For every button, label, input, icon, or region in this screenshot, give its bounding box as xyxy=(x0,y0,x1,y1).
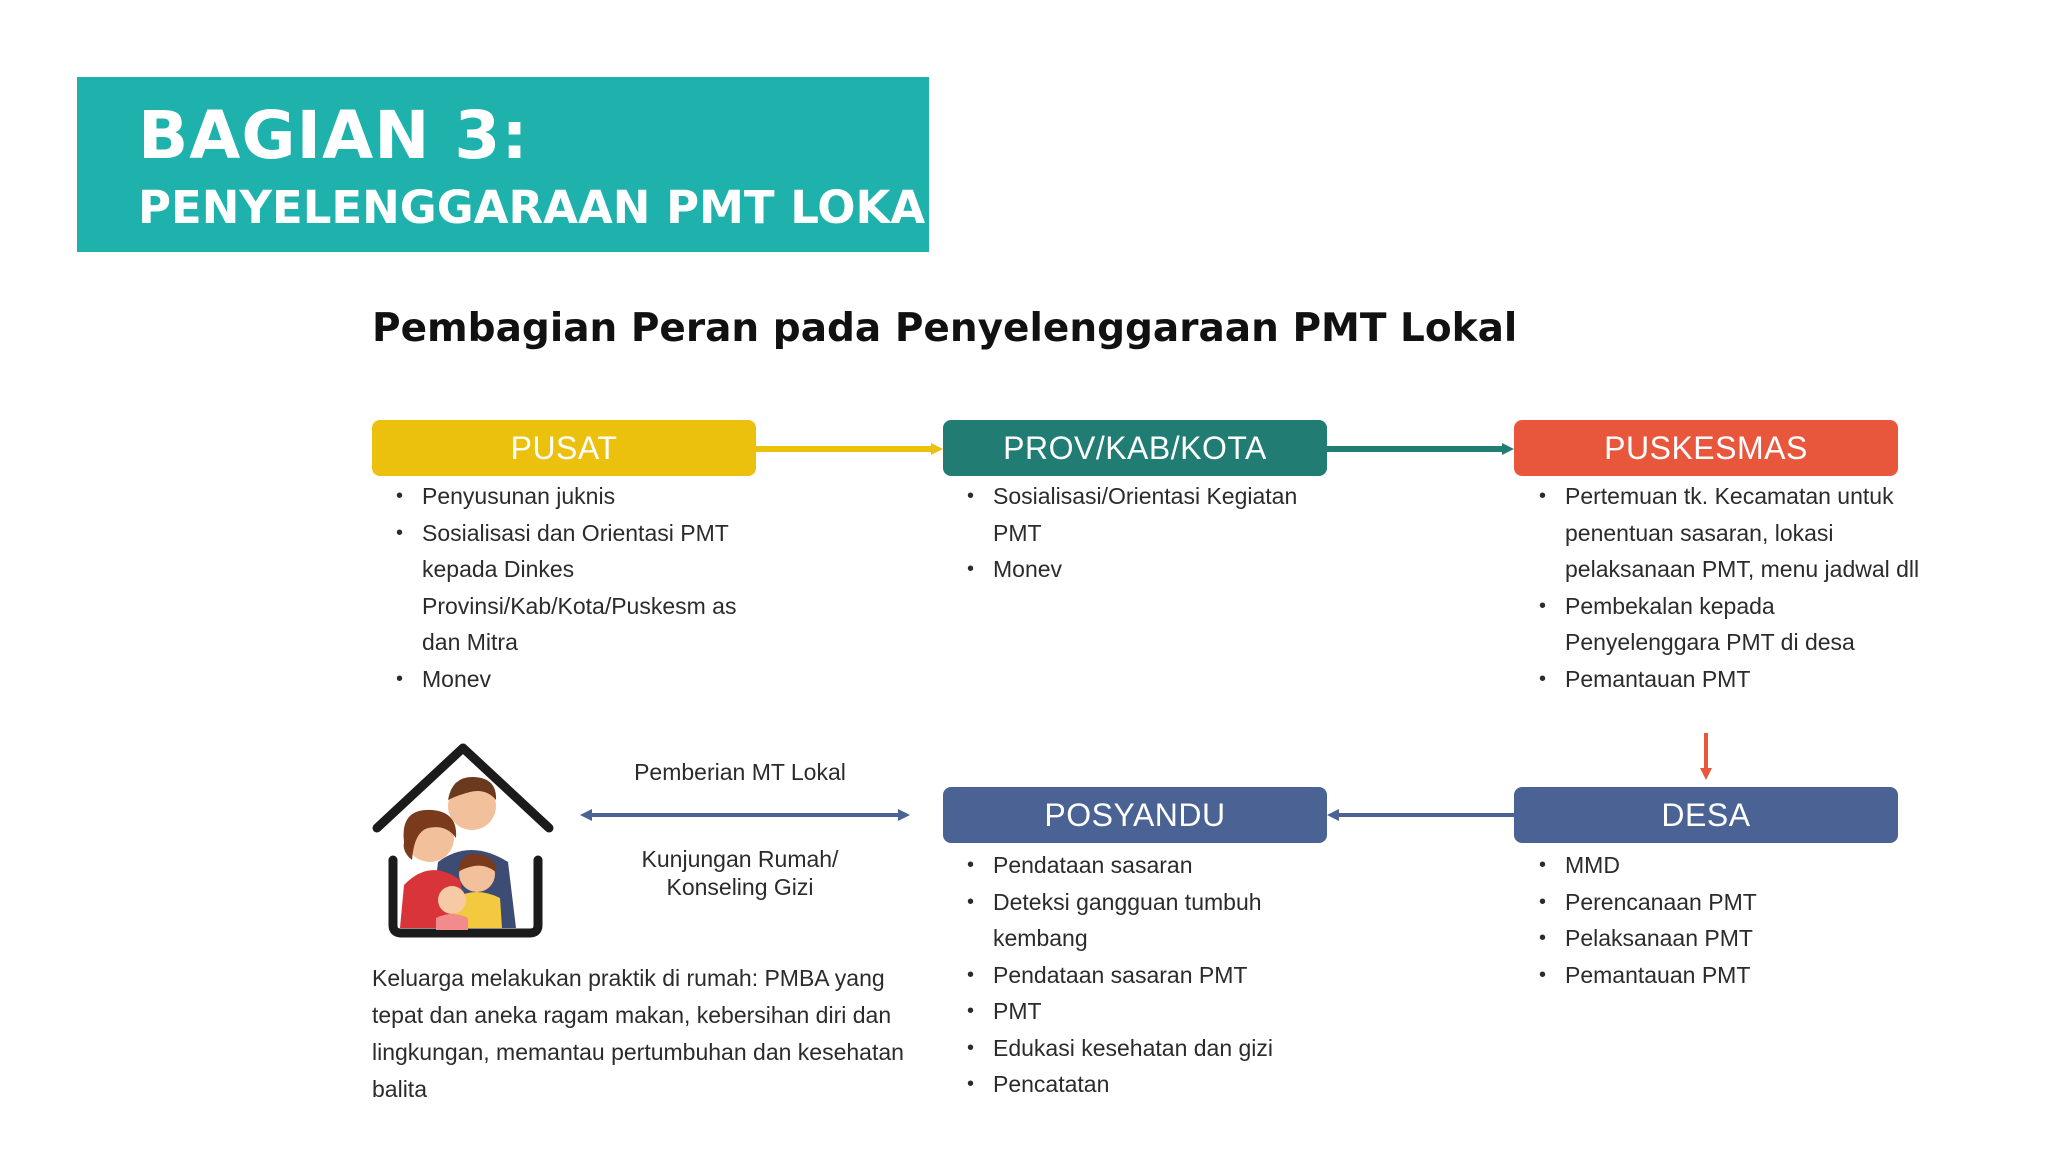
list-item: • Pendataan sasaran PMT xyxy=(969,957,1349,994)
family-house-icon xyxy=(377,748,549,933)
node-desa: DESA xyxy=(1514,787,1898,843)
list-item: • Pemantauan PMT xyxy=(1541,957,1921,994)
list-item: • Sosialisasi dan Orientasi PMT kepada Dinkes Provinsi/Kab/Kota/Puskesm as dan Mitra xyxy=(398,515,778,661)
puskesmas-role-list xyxy=(1541,478,1921,697)
list-item: • Sosialisasi/Orientasi Kegiatan PMT xyxy=(969,478,1349,551)
arrow-puskesmas-to-desa xyxy=(1700,733,1712,780)
arrow-pusat-to-prov xyxy=(756,443,943,455)
node-pusat: PUSAT xyxy=(372,420,756,476)
list-item: • Pendataan sasaran xyxy=(969,847,1349,884)
node-prov-kab-kota: PROV/KAB/KOTA xyxy=(943,420,1327,476)
pusat-role-list xyxy=(398,478,778,697)
label-kunjungan-line2: Konseling Gizi xyxy=(666,874,814,900)
node-puskesmas: PUSKESMAS xyxy=(1514,420,1898,476)
list-item: • Pencatatan xyxy=(969,1066,1349,1103)
list-item: • Penyusunan juknis xyxy=(398,478,778,515)
label-kunjungan-rumah xyxy=(560,845,920,901)
list-item: • Monev xyxy=(398,661,778,698)
list-item: • Monev xyxy=(969,551,1349,588)
list-item: • Pelaksanaan PMT xyxy=(1541,920,1921,957)
list-item: • Pemantauan PMT xyxy=(1541,661,1921,698)
banner-subtitle: PENYELENGGARAAN PMT LOKAL xyxy=(138,181,954,234)
banner-title: BAGIAN 3: xyxy=(138,97,529,174)
family-caption: Keluarga melakukan praktik di rumah: PMBA yang tepat dan aneka ragam makan, kebersihan diri dan lingkungan, memantau pertumbuhan dan kesehatan balita xyxy=(372,965,904,1102)
list-item: • Pembekalan kepada Penyelenggara PMT di desa xyxy=(1541,588,1921,661)
list-item: • MMD xyxy=(1541,847,1921,884)
label-kunjungan-line1: Kunjungan Rumah/ xyxy=(641,846,839,872)
desa-role-list xyxy=(1541,847,1921,993)
list-item: • PMT xyxy=(969,993,1349,1030)
list-item: • Pertemuan tk. Kecamatan untuk penentuan sasaran, lokasi pelaksanaan PMT, menu jadwal dll xyxy=(1541,478,1921,588)
arrow-prov-to-puskesmas xyxy=(1327,443,1514,455)
list-item: • Perencanaan PMT xyxy=(1541,884,1921,921)
prov-role-list xyxy=(969,478,1349,588)
slide-title: Pembagian Peran pada Penyelenggaraan PMT Lokal xyxy=(372,306,1518,351)
arrow-posyandu-family xyxy=(580,809,910,821)
posyandu-role-list xyxy=(969,847,1349,1103)
arrow-desa-to-posyandu xyxy=(1327,809,1514,821)
node-posyandu: POSYANDU xyxy=(943,787,1327,843)
list-item: • Deteksi gangguan tumbuh kembang xyxy=(969,884,1349,957)
label-pemberian-mt-lokal: Pemberian MT Lokal xyxy=(634,759,846,785)
list-item: • Edukasi kesehatan dan gizi xyxy=(969,1030,1349,1067)
